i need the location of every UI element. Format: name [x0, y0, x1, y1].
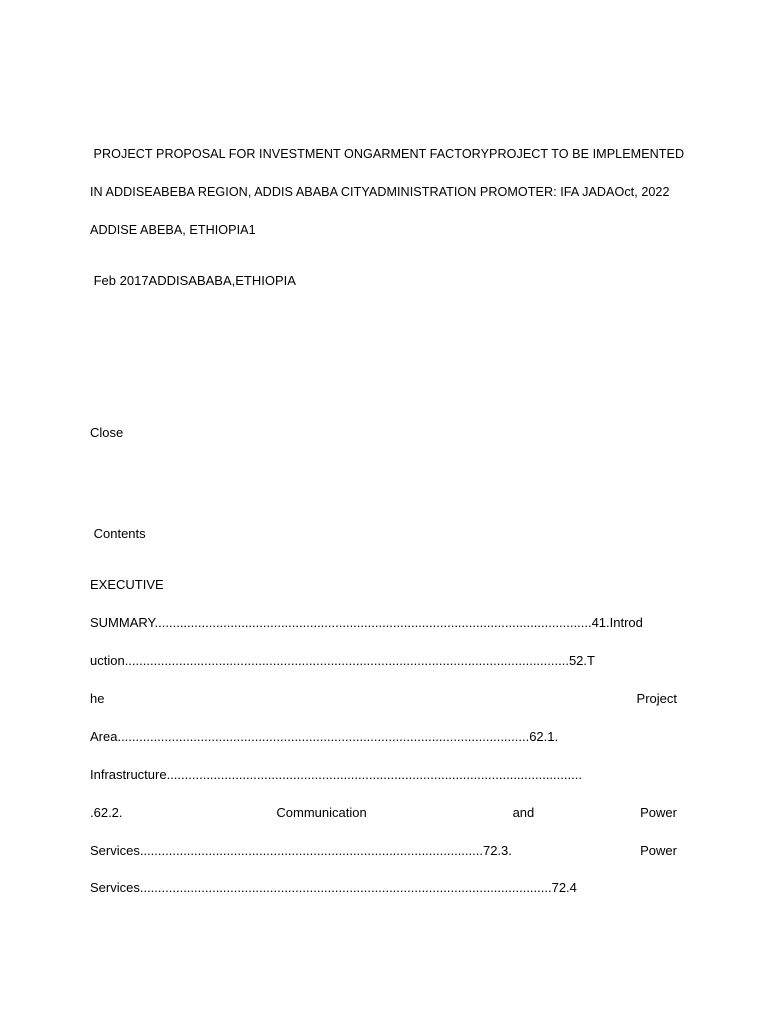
toc-line-3: uction...........................................................................................................................52.T	[90, 653, 595, 668]
toc-word: Project	[636, 691, 677, 706]
toc-line-9: Services..................................................................................................................72.4	[90, 880, 577, 895]
contents-heading: Contents	[90, 526, 146, 541]
toc-line-8	[90, 843, 677, 859]
toc-line-5: Area..................................................................................................................62.1.	[90, 729, 559, 744]
toc-line-1: EXECUTIVE	[90, 577, 164, 592]
close-label[interactable]: Close	[90, 425, 124, 440]
date-line: Feb 2017ADDISABABA,ETHIOPIA	[90, 273, 296, 288]
toc-word: Communication	[276, 805, 367, 820]
title-line-2: IN ADDISEABEBA REGION, ADDIS ABABA CITYADMINISTRATION PROMOTER: IFA JADAOct, 2022	[90, 185, 670, 199]
title-line-1: PROJECT PROPOSAL FOR INVESTMENT ONGARMENT FACTORYPROJECT TO BE IMPLEMENTED	[90, 147, 685, 161]
toc-word: Services...............................................................................................72.3.	[90, 843, 512, 858]
title-line-3: ADDISE ABEBA, ETHIOPIA1	[90, 223, 256, 237]
toc-line-4	[90, 691, 677, 707]
toc-line-2: SUMMARY.........................................................................................................................41.Introd	[90, 615, 643, 630]
toc-line-7	[90, 805, 677, 821]
toc-word: Power	[640, 805, 677, 820]
toc-word: he	[90, 691, 105, 706]
toc-word: .62.2.	[90, 805, 123, 820]
toc-word: and	[512, 805, 535, 820]
toc-line-6: Infrastructure...................................................................................................................	[90, 767, 582, 782]
toc-word: Power	[640, 843, 677, 858]
